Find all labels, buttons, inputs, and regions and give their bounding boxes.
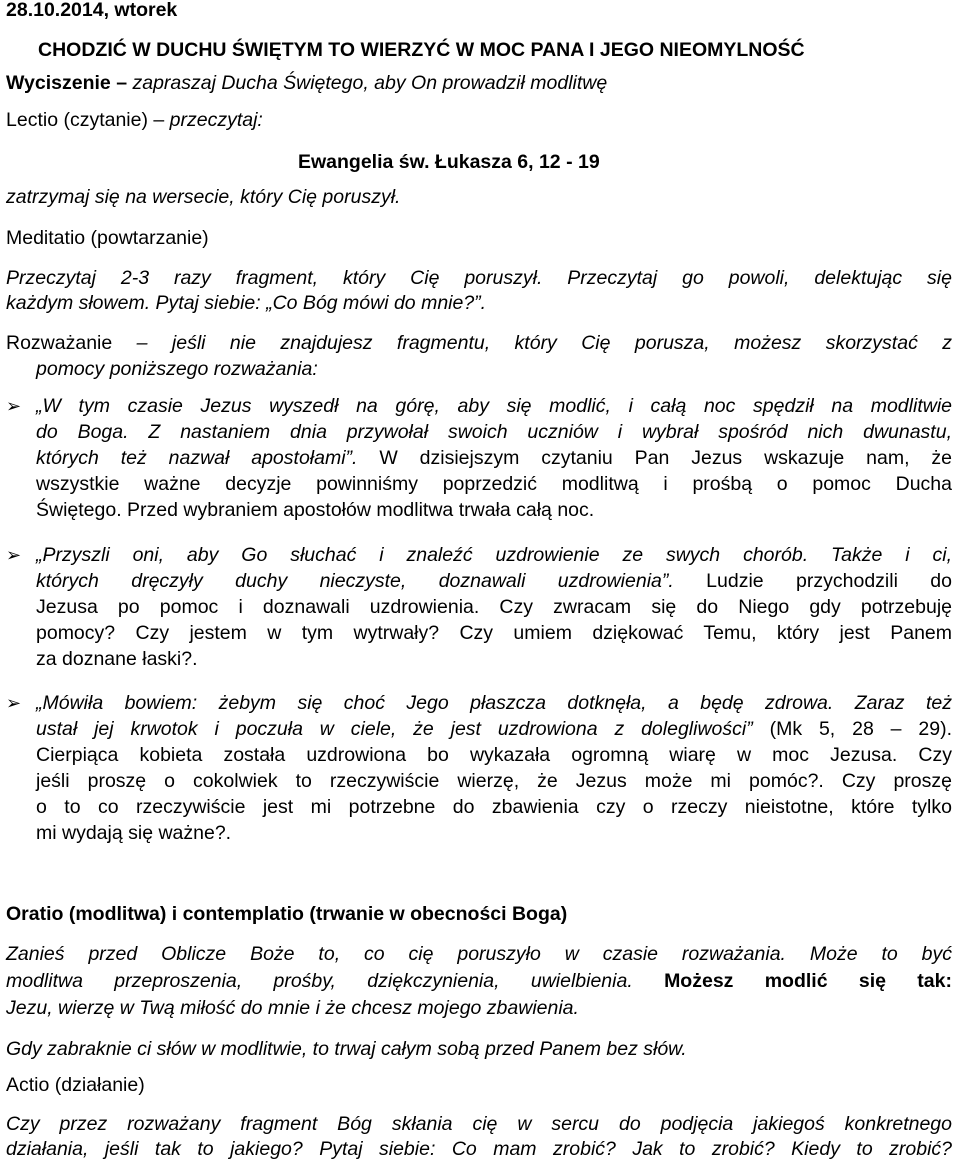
bullet-text-segment: wszystkie ważne decyzje powinniśmy poprzedzić modlitwą i prośbą o pomoc Ducha — [36, 473, 952, 495]
lectio-text: przeczytaj: — [169, 109, 263, 131]
actio-heading: Actio (działanie) — [6, 1074, 145, 1096]
bullet-text-segment: „Przyszli oni, aby Go słuchać i znaleźć uzdrowienie ze swych chorób. Także i ci, — [36, 544, 952, 566]
actio-line-1: Czy przez rozważany fragment Bóg skłania cię w sercu do podjęcia jakiegoś konkretnego — [6, 1113, 952, 1135]
bullet-3-line-1 — [6, 692, 952, 715]
bullet-text-segment: Jezusa po pomoc i doznawali uzdrowienia. Czy zwracam się do Niego gdy potrzebuję — [36, 596, 952, 618]
bullet-text-segment: o to co rzeczywiście jest mi potrzebne do zbawienia czy o rzeczy nieistotne, które tylko — [36, 796, 952, 818]
bullet-text-segment: mi wydają się ważne?. — [36, 822, 232, 844]
bullet-text-segment: W dzisiejszym czytaniu Pan Jezus wskazuje nam, że — [357, 447, 952, 469]
wyciszenie-label: Wyciszenie – — [6, 72, 133, 94]
oratio-line-2: modlitwa przeproszenia, prośby, dziękczynienia, uwielbienia. Możesz modlić się tak: — [6, 970, 952, 992]
bullet-text-segment: (Mk 5, 28 – 29). — [752, 718, 952, 740]
gospel-reference: Ewangelia św. Łukasza 6, 12 - 19 — [298, 151, 600, 173]
stop-line: zatrzymaj się na wersecie, który Cię poruszył. — [6, 186, 401, 208]
oratio-line-3: Jezu, wierzę w Twą miłość do mnie i że chcesz mojego zbawienia. — [6, 997, 579, 1019]
rozwazanie-line-1 — [6, 332, 952, 355]
page-title: CHODZIĆ W DUCHU ŚWIĘTYM TO WIERZYĆ W MOC PANA I JEGO NIEOMYLNOŚĆ — [38, 39, 805, 61]
bullet-1-line-1 — [6, 395, 952, 418]
arrow-bullet-icon: ➢ — [6, 396, 22, 416]
bullet-2-line-5 — [36, 648, 952, 671]
oratio-line-1: Zanieś przed Oblicze Boże to, co cię poruszyło w czasie rozważania. Może to być — [6, 943, 952, 965]
bullet-text-segment: których dręczyły duchy nieczyste, doznawali uzdrowienia”. — [36, 570, 674, 592]
bullet-text-segment: do Boga. Z nastaniem dnia przywołał swoich uczniów i wybrał spośród nich dwunastu, — [36, 421, 952, 443]
meditatio-line-1: Przeczytaj 2-3 razy fragment, który Cię poruszył. Przeczytaj go powoli, delektując się — [6, 267, 952, 289]
arrow-bullet-icon: ➢ — [6, 693, 22, 713]
bullet-3-line-2 — [36, 718, 952, 741]
lectio-label: Lectio (czytanie) – — [6, 109, 170, 131]
bullet-text-segment: za doznane łaski?. — [36, 648, 198, 670]
bullet-text-segment: Cierpiąca kobieta została uzdrowiona bo wykazała ogromną wiarę w moc Jezusa. Czy — [36, 744, 952, 766]
bullet-1-line-2 — [36, 421, 952, 444]
bullet-2-line-2 — [36, 570, 952, 593]
wyciszenie-line — [6, 72, 952, 95]
bullet-text-segment: ustał jej krwotok i poczuła w ciele, że jest uzdrowiona z dolegliwości” — [36, 718, 753, 740]
arrow-bullet-icon: ➢ — [6, 545, 22, 565]
wyciszenie-text: zapraszaj Ducha Świętego, aby On prowadził modlitwę — [132, 72, 608, 94]
oratio-line-4: Gdy zabraknie ci słów w modlitwie, to trwaj całym sobą przed Panem bez słów. — [6, 1038, 687, 1060]
bullet-3-line-5 — [36, 796, 952, 819]
bullet-2-line-1 — [6, 544, 952, 567]
bullet-text-segment: których też nazwał apostołami”. — [36, 447, 358, 469]
meditatio-heading: Meditatio (powtarzanie) — [6, 227, 209, 249]
lectio-line — [6, 109, 952, 132]
bullet-text-segment: Świętego. Przed wybraniem apostołów modlitwa trwała całą noc. — [36, 499, 595, 521]
rozwazanie-label: Rozważanie — [6, 332, 113, 354]
actio-line-2: działania, jeśli tak to jakiego? Pytaj siebie: Co mam zrobić? Jak to zrobić? Kiedy to zrobić? — [6, 1138, 952, 1160]
bullet-text-segment: jeśli proszę o cokolwiek to rzeczywiście wierzę, że Jezus może mi pomóc?. Czy proszę — [36, 770, 952, 792]
bullet-2-line-3 — [36, 596, 952, 619]
bullet-text-segment: „Mówiła bowiem: żebym się choć Jego płaszcza dotknęła, a będę zdrowa. Zaraz też — [36, 692, 952, 714]
rozwazanie-text: – jeśli nie znajdujesz fragmentu, który Cię porusza, możesz skorzystać z — [112, 332, 952, 354]
meditatio-line-2: każdym słowem. Pytaj siebie: „Co Bóg mówi do mnie?”. — [6, 292, 487, 314]
bullet-1-line-4 — [36, 473, 952, 496]
bullet-1-line-5 — [36, 499, 952, 522]
bullet-text-segment: Ludzie przychodzili do — [673, 570, 952, 592]
bullet-1-line-3 — [36, 447, 952, 470]
rozwazanie-line-2: pomocy poniższego rozważania: — [36, 358, 318, 380]
bullet-text-segment: pomocy? Czy jestem w tym wytrwały? Czy umiem dziękować Temu, który jest Panem — [36, 622, 952, 644]
bullet-3-line-3 — [36, 744, 952, 767]
bullet-3-line-4 — [36, 770, 952, 793]
bullet-2-line-4 — [36, 622, 952, 645]
date-line: 28.10.2014, wtorek — [6, 0, 178, 21]
bullet-text-segment: „W tym czasie Jezus wyszedł na górę, aby się modlić, i całą noc spędził na modlitwie — [36, 395, 952, 417]
oratio-heading: Oratio (modlitwa) i contemplatio (trwanie w obecności Boga) — [6, 903, 568, 925]
bullet-3-line-6 — [36, 822, 952, 845]
